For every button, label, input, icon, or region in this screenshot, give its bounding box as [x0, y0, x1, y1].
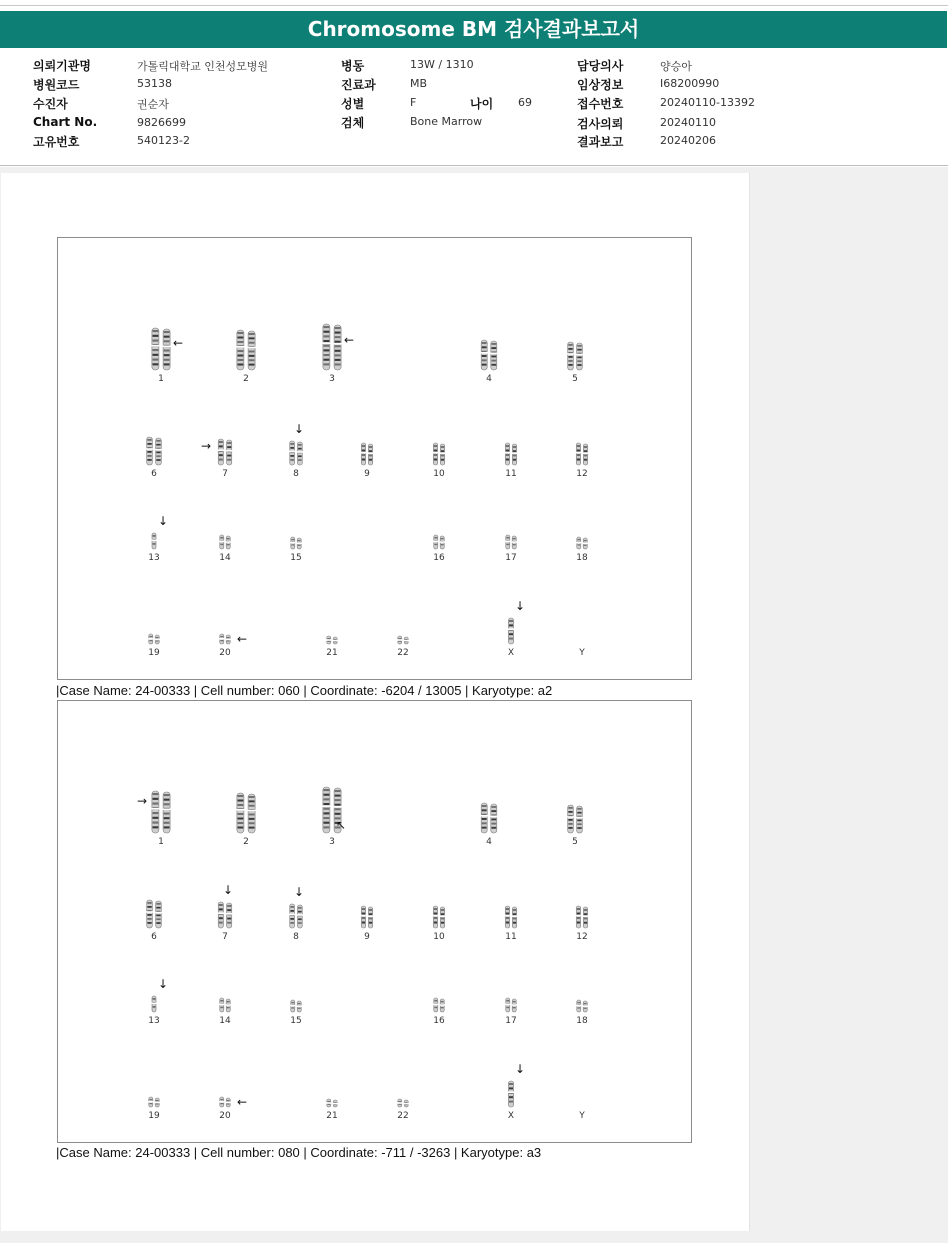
ward-label: 병동	[341, 59, 365, 73]
chromosome-pair-6	[134, 872, 174, 942]
chromosome-number-label: 14	[219, 1016, 231, 1026]
chromosome-number-label: 9	[364, 469, 370, 479]
chromosome-pair-14	[205, 493, 245, 563]
chromosome-image	[205, 493, 245, 551]
chromosome-number-label: 13	[148, 1016, 160, 1026]
chromosome-pair-21	[312, 588, 352, 658]
clinical-info-value: I68200990	[660, 77, 720, 90]
chromosome-number-label: 10	[433, 932, 445, 942]
chromosome-image	[134, 588, 174, 646]
chromosome-number-label: X	[507, 648, 515, 658]
chromosome-pair-15	[276, 956, 316, 1026]
chromosome-pair-10	[419, 872, 459, 942]
doctor-value: 양승아	[660, 60, 692, 73]
chromosome-pair-4	[469, 777, 509, 847]
info-divider	[0, 165, 948, 166]
patient-value: 권순자	[137, 98, 169, 111]
patient-label: 수진자	[33, 97, 68, 111]
chromosome-image	[205, 409, 245, 467]
chromosome-image	[383, 588, 423, 646]
chromosome-image	[205, 956, 245, 1014]
chromosome-number-label: 2	[243, 374, 249, 384]
chromosome-number-label: 15	[290, 1016, 302, 1026]
chromosome-pair-x	[491, 588, 531, 658]
receipt-no-label: 접수번호	[577, 97, 624, 111]
abnormality-arrow-icon: ←	[173, 335, 184, 350]
chromosome-pair-16	[419, 493, 459, 563]
chromosome-number-label: Y	[579, 1111, 585, 1121]
chromosome-pair-19	[134, 588, 174, 658]
chromosome-pair-6	[134, 409, 174, 479]
chromosome-number-label: 22	[397, 1111, 409, 1121]
chromosome-image	[419, 872, 459, 930]
chromosome-pair-2	[226, 777, 266, 847]
institution-value: 가톨릭대학교 인천성모병원	[137, 60, 269, 73]
chromosome-image	[205, 872, 245, 930]
chromosome-pair-13	[134, 493, 174, 563]
chromosome-image	[226, 777, 266, 835]
chromosome-number-label: 22	[397, 648, 409, 658]
chromosome-number-label: 18	[576, 553, 588, 563]
chromosome-image	[469, 777, 509, 835]
chromosome-pair-8	[276, 409, 316, 479]
chromosome-pair-15	[276, 493, 316, 563]
chromosome-image	[312, 588, 352, 646]
chromosome-number-label: 19	[148, 1111, 160, 1121]
doctor-label: 담당의사	[577, 59, 624, 73]
chromosome-image	[134, 409, 174, 467]
abnormality-arrow-icon: ↓	[515, 1062, 526, 1076]
chromosome-number-label: 20	[219, 648, 231, 658]
chromosome-number-label: 11	[505, 469, 517, 479]
chromosome-pair-12	[562, 872, 602, 942]
karyogram-panel-1	[57, 237, 692, 680]
chromosome-number-label: 1	[158, 837, 164, 847]
chromosome-pair-4	[469, 314, 509, 384]
chromosome-number-label: 18	[576, 1016, 588, 1026]
chromosome-number-label: 2	[243, 837, 249, 847]
chromosome-image	[347, 872, 387, 930]
chromosome-image	[469, 314, 509, 372]
chromosome-number-label: 5	[572, 837, 578, 847]
chromosome-pair-17	[491, 956, 531, 1026]
abnormality-arrow-icon: ↓	[158, 977, 169, 991]
chromosome-pair-18	[562, 956, 602, 1026]
chromosome-number-label: 13	[148, 553, 160, 563]
chromosome-number-label: 17	[505, 553, 517, 563]
chromosome-number-label: 10	[433, 469, 445, 479]
chromosome-pair-14	[205, 956, 245, 1026]
clinical-info-label: 임상정보	[577, 78, 624, 92]
chromosome-number-label: 7	[222, 469, 228, 479]
chromosome-number-label: 21	[326, 648, 338, 658]
chromosome-number-label: 17	[505, 1016, 517, 1026]
department-value: MB	[410, 77, 428, 90]
chromosome-number-label: 3	[329, 374, 335, 384]
chromosome-number-label: Y	[579, 648, 585, 658]
chromosome-number-label: 19	[148, 648, 160, 658]
hospital-code-value: 53138	[137, 77, 172, 90]
chromosome-image	[383, 1051, 423, 1109]
chromosome-image	[555, 314, 595, 372]
chromosome-pair-9	[347, 872, 387, 942]
chromosome-pair-12	[562, 409, 602, 479]
chromosome-image	[562, 409, 602, 467]
chromosome-number-label: 9	[364, 932, 370, 942]
chromosome-image	[562, 956, 602, 1014]
chromosome-number-label: 3	[329, 837, 335, 847]
chromosome-number-label: 21	[326, 1111, 338, 1121]
chromosome-pair-13	[134, 956, 174, 1026]
report-date-label: 결과보고	[577, 135, 624, 149]
chromosome-number-label: 7	[222, 932, 228, 942]
department-label: 진료과	[341, 78, 376, 92]
chromosome-pair-8	[276, 872, 316, 942]
chromosome-pair-21	[312, 1051, 352, 1121]
chromosome-pair-20	[205, 588, 248, 658]
chart-no-label: Chart No.	[33, 115, 98, 129]
chromosome-pair-22	[383, 1051, 423, 1121]
chromosome-pair-11	[491, 409, 531, 479]
chromosome-pair-y	[562, 588, 602, 658]
abnormality-arrow-icon: ↓	[223, 883, 234, 897]
chromosome-number-label: 6	[151, 932, 157, 942]
chromosome-image	[347, 409, 387, 467]
karyogram-caption-2: |Case Name: 24-00333 | Cell number: 080 | Coordinate: -711 / -3263 | Karyotype: a3	[56, 1145, 542, 1160]
chromosome-number-label: 16	[433, 1016, 445, 1026]
chromosome-pair-18	[562, 493, 602, 563]
abnormality-arrow-icon: ↖	[336, 818, 347, 832]
chromosome-image	[134, 872, 174, 930]
abnormality-arrow-icon: ↓	[294, 885, 305, 899]
chromosome-image	[276, 956, 316, 1014]
chromosome-image	[312, 1051, 352, 1109]
chromosome-image	[562, 493, 602, 551]
top-border-line	[0, 5, 948, 6]
karyogram-caption-1: |Case Name: 24-00333 | Cell number: 060 | Coordinate: -6204 / 13005 | Karyotype: a2	[56, 683, 553, 698]
chromosome-pair-19	[134, 1051, 174, 1121]
patient-info-section	[0, 48, 948, 166]
chromosome-pair-2	[226, 314, 266, 384]
abnormality-arrow-icon: ←	[344, 332, 355, 347]
chromosome-number-label: 8	[293, 469, 299, 479]
abnormality-arrow-icon: ←	[237, 632, 248, 646]
abnormality-arrow-icon: →	[201, 439, 212, 454]
chromosome-pair-22	[383, 588, 423, 658]
chromosome-image	[491, 956, 531, 1014]
chromosome-pair-x	[491, 1051, 531, 1121]
age-value: 69	[518, 96, 532, 109]
chromosome-pair-16	[419, 956, 459, 1026]
chromosome-number-label: 5	[572, 374, 578, 384]
chromosome-number-label: 4	[486, 374, 492, 384]
chromosome-number-label: 12	[576, 469, 588, 479]
abnormality-arrow-icon: ↓	[515, 599, 526, 613]
chromosome-number-label: 14	[219, 553, 231, 563]
chromosome-image	[419, 493, 459, 551]
chromosome-image	[491, 493, 531, 551]
chromosome-image	[491, 588, 531, 646]
chart-no-value: 9826699	[137, 116, 186, 129]
sex-value: F	[410, 96, 417, 109]
chromosome-pair-3	[312, 777, 352, 847]
chromosome-number-label: 20	[219, 1111, 231, 1121]
receipt-no-value: 20240110-13392	[660, 96, 755, 109]
chromosome-number-label: 11	[505, 932, 517, 942]
chromosome-number-label: 1	[158, 374, 164, 384]
abnormality-arrow-icon: ↓	[294, 422, 305, 436]
request-date-value: 20240110	[660, 116, 716, 129]
chromosome-number-label: 8	[293, 932, 299, 942]
chromosome-pair-1	[141, 777, 181, 847]
chromosome-image	[276, 409, 316, 467]
chromosome-image	[562, 588, 602, 646]
abnormality-arrow-icon: ↓	[158, 514, 169, 528]
chromosome-pair-5	[555, 777, 595, 847]
chromosome-image	[555, 777, 595, 835]
chromosome-number-label: 15	[290, 553, 302, 563]
abnormality-arrow-icon: →	[137, 794, 148, 809]
chromosome-image	[562, 872, 602, 930]
abnormality-arrow-icon: ←	[237, 1095, 248, 1109]
hospital-code-label: 병원코드	[33, 78, 80, 92]
chromosome-image	[134, 1051, 174, 1109]
chromosome-number-label: 4	[486, 837, 492, 847]
chromosome-pair-y	[562, 1051, 602, 1121]
chromosome-pair-9	[347, 409, 387, 479]
chromosome-pair-3	[312, 314, 355, 384]
chromosome-number-label: 12	[576, 932, 588, 942]
unique-no-label: 고유번호	[33, 135, 80, 149]
ward-value: 13W / 1310	[410, 58, 474, 71]
chromosome-image	[419, 409, 459, 467]
chromosome-pair-10	[419, 409, 459, 479]
request-date-label: 검사의뢰	[577, 117, 624, 131]
chromosome-image	[491, 872, 531, 930]
chromosome-number-label: 16	[433, 553, 445, 563]
chromosome-image	[562, 1051, 602, 1109]
chromosome-pair-17	[491, 493, 531, 563]
specimen-value: Bone Marrow	[410, 115, 483, 128]
chromosome-number-label: X	[507, 1111, 515, 1121]
chromosome-image	[491, 409, 531, 467]
chromosome-pair-20	[205, 1051, 248, 1121]
chromosome-pair-11	[491, 872, 531, 942]
age-label: 나이	[470, 97, 494, 111]
chromosome-image	[276, 872, 316, 930]
chromosome-pair-5	[555, 314, 595, 384]
report-title: Chromosome BM 검사결과보고서	[0, 11, 947, 48]
chromosome-image	[419, 956, 459, 1014]
institution-label: 의뢰기관명	[33, 59, 91, 73]
sex-label: 성별	[341, 97, 365, 111]
chromosome-image	[491, 1051, 531, 1109]
report-date-value: 20240206	[660, 134, 716, 147]
specimen-label: 검체	[341, 116, 365, 130]
karyogram-panel-2	[57, 700, 692, 1143]
unique-no-value: 540123-2	[137, 134, 190, 147]
chromosome-image	[276, 493, 316, 551]
chromosome-image	[226, 314, 266, 372]
chromosome-number-label: 6	[151, 469, 157, 479]
